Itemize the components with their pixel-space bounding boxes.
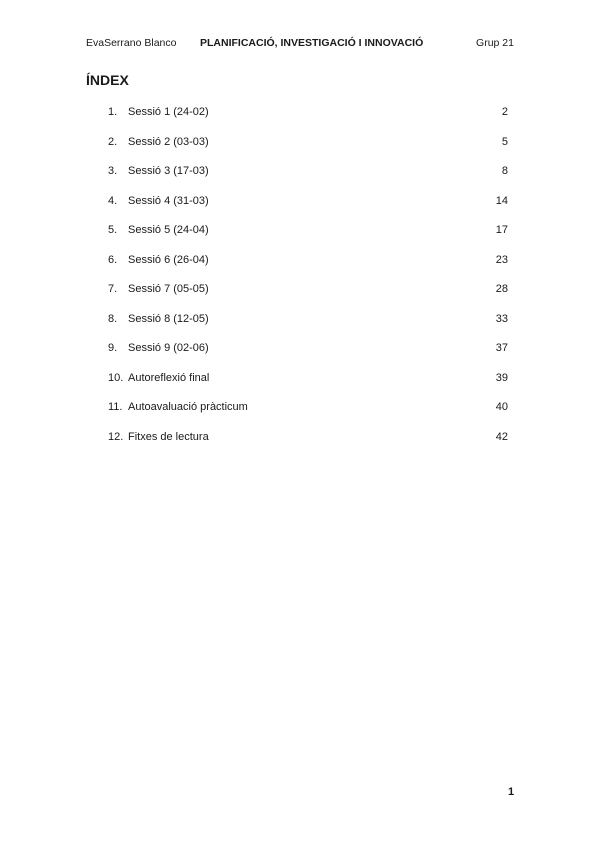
- header-group: Grup 21: [476, 37, 514, 49]
- toc-entry[interactable]: [108, 252, 508, 282]
- toc-entry[interactable]: [108, 311, 508, 341]
- toc-entry[interactable]: [108, 104, 508, 134]
- toc-entry-title: Sessió 1 (24-02): [128, 106, 209, 118]
- toc-entry-title: Sessió 6 (26-04): [128, 253, 209, 266]
- toc-entry-page: 14: [495, 194, 508, 207]
- toc-entry-title: Sessió 7 (05-05): [128, 283, 209, 295]
- toc-entry-number: 5.: [108, 224, 118, 236]
- toc-entry-title: Sessió 8 (12-05): [128, 312, 209, 325]
- toc-entry-page: 28: [495, 283, 508, 295]
- toc-entry-title: Sessió 3 (17-03): [128, 165, 209, 177]
- toc-entry-number: 10.: [108, 371, 124, 384]
- header-subject: PLANIFICACIÓ, INVESTIGACIÓ I INNOVACIÓ: [200, 37, 424, 49]
- toc-entry[interactable]: [108, 134, 508, 164]
- toc-entry-title: Sessió 5 (24-04): [128, 224, 209, 236]
- toc-entry[interactable]: [108, 281, 508, 311]
- toc-entry-number: 2.: [108, 135, 118, 148]
- toc-entry-number: 9.: [108, 342, 118, 354]
- toc-entry-number: 3.: [108, 165, 118, 177]
- toc-entry-number: 7.: [108, 283, 118, 295]
- toc-entry[interactable]: [108, 340, 508, 370]
- toc-entry[interactable]: [108, 163, 508, 193]
- header-author: EvaSerrano Blanco: [86, 37, 177, 49]
- toc-entry[interactable]: [108, 222, 508, 252]
- page-header: [86, 36, 514, 50]
- toc-entry-number: 12.: [108, 430, 124, 443]
- toc-entry-page: 40: [495, 401, 508, 413]
- toc-entry-page: 17: [495, 224, 508, 236]
- toc-entry-page: 5: [501, 135, 508, 148]
- toc-entry-number: 8.: [108, 312, 118, 325]
- toc-entry-page: 37: [495, 342, 508, 354]
- toc-entry-title: Fitxes de lectura: [128, 430, 209, 443]
- toc-entry-page: 33: [495, 312, 508, 325]
- table-of-contents: [108, 104, 508, 458]
- toc-entry-title: Sessió 4 (31-03): [128, 194, 209, 207]
- toc-entry-number: 11.: [108, 401, 123, 413]
- toc-entry-page: 42: [495, 430, 508, 443]
- toc-entry-title: Sessió 9 (02-06): [128, 342, 209, 354]
- toc-entry-page: 39: [495, 371, 508, 384]
- toc-entry-page: 8: [501, 165, 508, 177]
- toc-entry-number: 1.: [108, 106, 118, 118]
- index-title: ÍNDEX: [86, 72, 129, 88]
- toc-entry[interactable]: [108, 429, 508, 459]
- toc-entry-title: Sessió 2 (03-03): [128, 135, 209, 148]
- toc-entry[interactable]: [108, 399, 508, 429]
- toc-entry-title: Autoreflexió final: [128, 371, 210, 384]
- toc-entry[interactable]: [108, 370, 508, 400]
- toc-entry-page: 23: [495, 253, 508, 266]
- toc-entry-page: 2: [501, 106, 508, 118]
- toc-entry-number: 4.: [108, 194, 118, 207]
- toc-entry[interactable]: [108, 193, 508, 223]
- toc-entry-title: Autoavaluació pràcticum: [128, 401, 248, 413]
- toc-entry-number: 6.: [108, 253, 118, 266]
- page-number: 1: [508, 786, 515, 798]
